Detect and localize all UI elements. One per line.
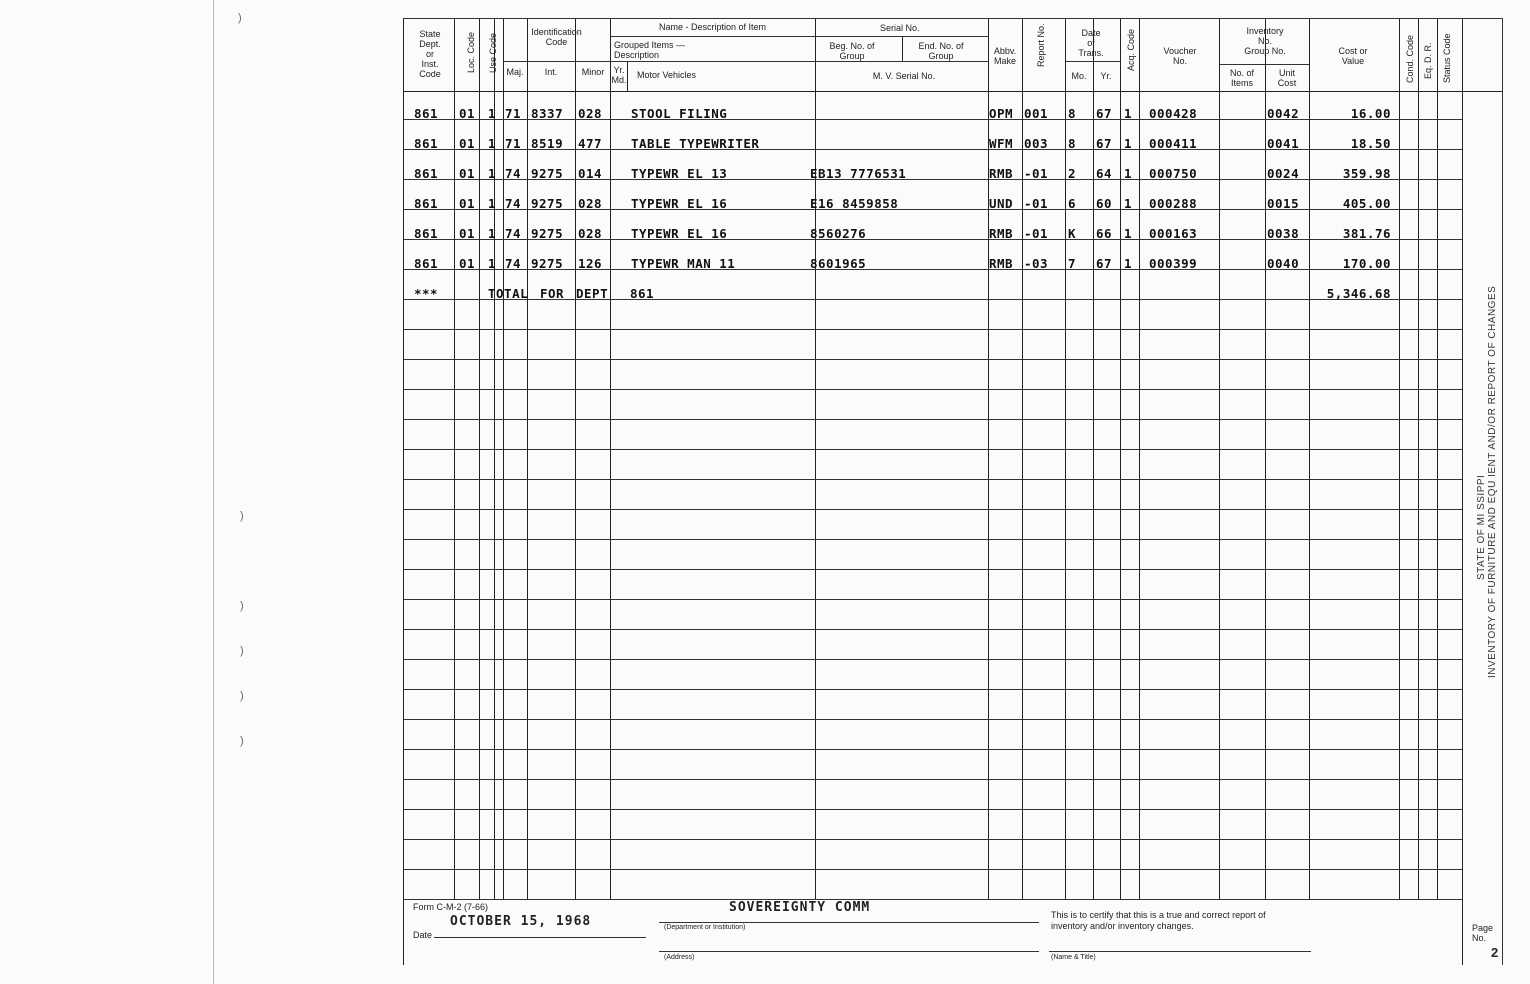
header-rule [627,61,628,91]
month-cell: 8 [1068,106,1077,121]
row-rule [404,689,1462,690]
column-rule [1399,19,1400,899]
int-cell: 9275 [531,226,564,241]
description-cell: TYPEWR EL 13 [631,166,728,181]
loc-cell: 01 [459,166,476,181]
maj-cell: 71 [505,106,522,121]
column-rule [815,19,816,899]
month-cell: 6 [1068,196,1077,211]
serial-cell: 8601965 [810,256,867,271]
header-use-code: Use Code [488,32,498,73]
row-rule [404,509,1462,510]
header-yr-md: Yr. Md. [611,65,627,85]
row-rule [404,419,1462,420]
serial-cell: EB13 7776531 [810,166,907,181]
maj-cell: 74 [505,196,522,211]
use-cell: 1 [488,166,497,181]
column-rule [527,19,528,899]
row-rule [404,569,1462,570]
year-cell: 64 [1096,166,1113,181]
column-rule [1120,19,1121,899]
header-cond-code: Cond. Code [1405,34,1415,83]
voucher-cell: 000163 [1149,226,1198,241]
header-voucher: Voucher No. [1163,46,1197,66]
voucher-cell: 000288 [1149,196,1198,211]
acq-cell: 1 [1124,226,1133,241]
inventory-form [403,18,1503,965]
loc-cell: 01 [459,196,476,211]
report-cell: -03 [1024,256,1049,271]
unit-cost-cell: 0038 [1267,226,1300,241]
column-rule [1093,19,1094,899]
header-report-no: Report No. [1036,23,1046,67]
abbv-cell: OPM [989,106,1014,121]
int-cell: 9275 [531,166,564,181]
column-rule [1265,19,1266,899]
row-rule [404,359,1462,360]
header-rule [1219,64,1309,65]
report-cell: -01 [1024,226,1049,241]
column-rule [1022,19,1023,899]
name-title-label: (Name & Title) [1051,954,1096,961]
int-cell: 8337 [531,106,564,121]
margin-mark: ) [240,600,244,612]
total-stars: *** [414,286,439,301]
use-cell: 1 [488,196,497,211]
maj-cell: 74 [505,256,522,271]
loc-cell: 01 [459,136,476,151]
unit-cost-cell: 0042 [1267,106,1300,121]
serial-cell: 8560276 [810,226,867,241]
date-label: Date [413,930,433,940]
header-serial: Serial No. [880,23,920,33]
row-rule [404,449,1462,450]
header-grouped: Grouped Items — Description [614,40,686,60]
column-rule [1437,19,1438,899]
column-rule [1309,19,1310,899]
year-cell: 60 [1096,196,1113,211]
header-eq-dr: Eq. D. R. [1423,42,1433,79]
column-rule [1219,19,1220,899]
total-label-total: TOTAL [488,286,529,301]
row-rule [404,749,1462,750]
month-cell: 2 [1068,166,1077,181]
header-end-no: End. No. of Group [918,41,964,61]
dept-cell: 861 [414,256,439,271]
cost-cell: 405.00 [1342,196,1391,211]
header-rule [610,61,988,62]
row-rule [404,539,1462,540]
abbv-cell: WFM [989,136,1014,151]
header-mo: Mo. [1071,71,1087,81]
column-rule [494,19,495,899]
margin-mark: ) [238,12,242,24]
acq-cell: 1 [1124,166,1133,181]
minor-cell: 028 [578,196,603,211]
total-cost: 5,346.68 [1326,286,1391,301]
month-cell: 7 [1068,256,1077,271]
int-cell: 9275 [531,196,564,211]
header-state-dept: State Dept. or Inst. Code [419,29,441,79]
abbv-cell: RMB [989,256,1014,271]
certification-text: This is to certify that this is a true and correct report of inventory and/or inventory changes. [1051,910,1266,931]
int-cell: 9275 [531,256,564,271]
loc-cell: 01 [459,256,476,271]
total-label-for: FOR [540,286,565,301]
row-rule [404,629,1462,630]
total-dept-code: 861 [630,286,655,301]
report-cell: 003 [1024,136,1049,151]
header-name-desc: Name - Description of Item [658,22,767,32]
unit-cost-cell: 0015 [1267,196,1300,211]
header-minor: Minor [581,67,605,77]
header-identification: Identification Code [531,27,582,47]
use-cell: 1 [488,106,497,121]
minor-cell: 126 [578,256,603,271]
use-cell: 1 [488,256,497,271]
cost-cell: 18.50 [1350,136,1391,151]
year-cell: 67 [1096,136,1113,151]
maj-cell: 71 [505,136,522,151]
side-title-state: STATE OF MI SSIPPI [1476,474,1487,580]
margin-mark: ) [240,510,244,522]
header-yr: Yr. [1100,71,1112,81]
abbv-cell: RMB [989,166,1014,181]
margin-mark: ) [240,690,244,702]
dept-cell: 861 [414,106,439,121]
voucher-cell: 000399 [1149,256,1198,271]
header-mv-serial: M. V. Serial No. [872,71,936,81]
header-block [404,19,1502,92]
minor-cell: 014 [578,166,603,181]
column-rule [503,19,504,899]
unit-cost-cell: 0041 [1267,136,1300,151]
dept-cell: 861 [414,226,439,241]
column-rule [1065,19,1066,899]
int-cell: 8519 [531,136,564,151]
year-cell: 67 [1096,106,1113,121]
month-cell: 8 [1068,136,1077,151]
description-cell: STOOL FILING [631,106,728,121]
address-line [659,951,1039,952]
description-cell: TABLE TYPEWRITER [631,136,760,151]
header-loc-code: Loc. Code [466,31,476,73]
column-rule [988,19,989,899]
side-title-inventory: INVENTORY OF FURNITURE AND EQU IENT AND/OR REPORT OF CHANGES [1487,285,1498,678]
abbv-cell: RMB [989,226,1014,241]
cost-cell: 170.00 [1342,256,1391,271]
row-rule [404,389,1462,390]
date-value: OCTOBER 15, 1968 [450,914,592,929]
header-rule [503,61,610,62]
row-rule [404,809,1462,810]
column-rule [1139,19,1140,899]
year-cell: 67 [1096,256,1113,271]
minor-cell: 028 [578,106,603,121]
header-rule [902,36,903,61]
header-unit-cost: Unit Cost [1277,68,1297,88]
cost-cell: 359.98 [1342,166,1391,181]
column-rule [575,19,576,899]
acq-cell: 1 [1124,136,1133,151]
cost-cell: 16.00 [1350,106,1391,121]
name-line [1049,951,1311,952]
report-cell: -01 [1024,166,1049,181]
margin-mark: ) [240,645,244,657]
row-rule [404,779,1462,780]
page-number: 2 [1491,945,1499,960]
header-beg-no: Beg. No. of Group [829,41,875,61]
unit-cost-cell: 0024 [1267,166,1300,181]
voucher-cell: 000428 [1149,106,1198,121]
footer-rule [404,899,1462,900]
department-line [659,922,1039,923]
row-rule [404,599,1462,600]
maj-cell: 74 [505,166,522,181]
unit-cost-cell: 0040 [1267,256,1300,271]
page-fold [213,0,214,984]
voucher-cell: 000750 [1149,166,1198,181]
column-rule [1418,19,1419,899]
acq-cell: 1 [1124,196,1133,211]
margin-mark: ) [240,735,244,747]
column-rule [479,19,480,899]
year-cell: 66 [1096,226,1113,241]
row-rule [404,719,1462,720]
header-inventory: Inventory No. Group No. [1244,26,1286,56]
maj-cell: 74 [505,226,522,241]
total-label-dept: DEPT [576,286,609,301]
column-rule [610,19,611,899]
dept-cell: 861 [414,196,439,211]
use-cell: 1 [488,226,497,241]
minor-cell: 477 [578,136,603,151]
description-cell: TYPEWR MAN 11 [631,256,736,271]
month-cell: K [1068,226,1077,241]
acq-cell: 1 [1124,256,1133,271]
header-rule [610,36,815,37]
header-motor-vehicles: Motor Vehicles [637,70,697,80]
report-cell: -01 [1024,196,1049,211]
row-rule [404,479,1462,480]
loc-cell: 01 [459,226,476,241]
page-box-rule [1462,91,1463,965]
header-acq-code: Acq. Code [1126,28,1136,71]
header-maj: Maj. [506,67,524,77]
header-abbv-make: Abbv. Make [993,46,1017,66]
address-label: (Address) [664,954,695,961]
abbv-cell: UND [989,196,1014,211]
acq-cell: 1 [1124,106,1133,121]
department-label: (Department or Institution) [664,924,746,931]
header-date-trans: Date of Trans. [1078,28,1104,58]
header-cost-value: Cost or Value [1338,46,1368,66]
page-label: Page No. [1472,923,1494,943]
header-no-items: No. of Items [1229,68,1254,88]
description-cell: TYPEWR EL 16 [631,196,728,211]
row-rule [404,839,1462,840]
dept-cell: 861 [414,166,439,181]
date-line [434,937,646,938]
use-cell: 1 [488,136,497,151]
form-number: Form C-M-2 (7-66) [413,902,489,912]
report-cell: 001 [1024,106,1049,121]
description-cell: TYPEWR EL 16 [631,226,728,241]
department-value: SOVEREIGNTY COMM [729,900,871,915]
header-status-code: Status Code [1442,33,1452,83]
dept-cell: 861 [414,136,439,151]
column-rule [454,19,455,899]
loc-cell: 01 [459,106,476,121]
serial-cell: E16 8459858 [810,196,899,211]
voucher-cell: 000411 [1149,136,1198,151]
cost-cell: 381.76 [1342,226,1391,241]
row-rule [404,659,1462,660]
row-rule [404,329,1462,330]
row-rule [404,869,1462,870]
header-int: Int. [544,67,558,77]
minor-cell: 028 [578,226,603,241]
